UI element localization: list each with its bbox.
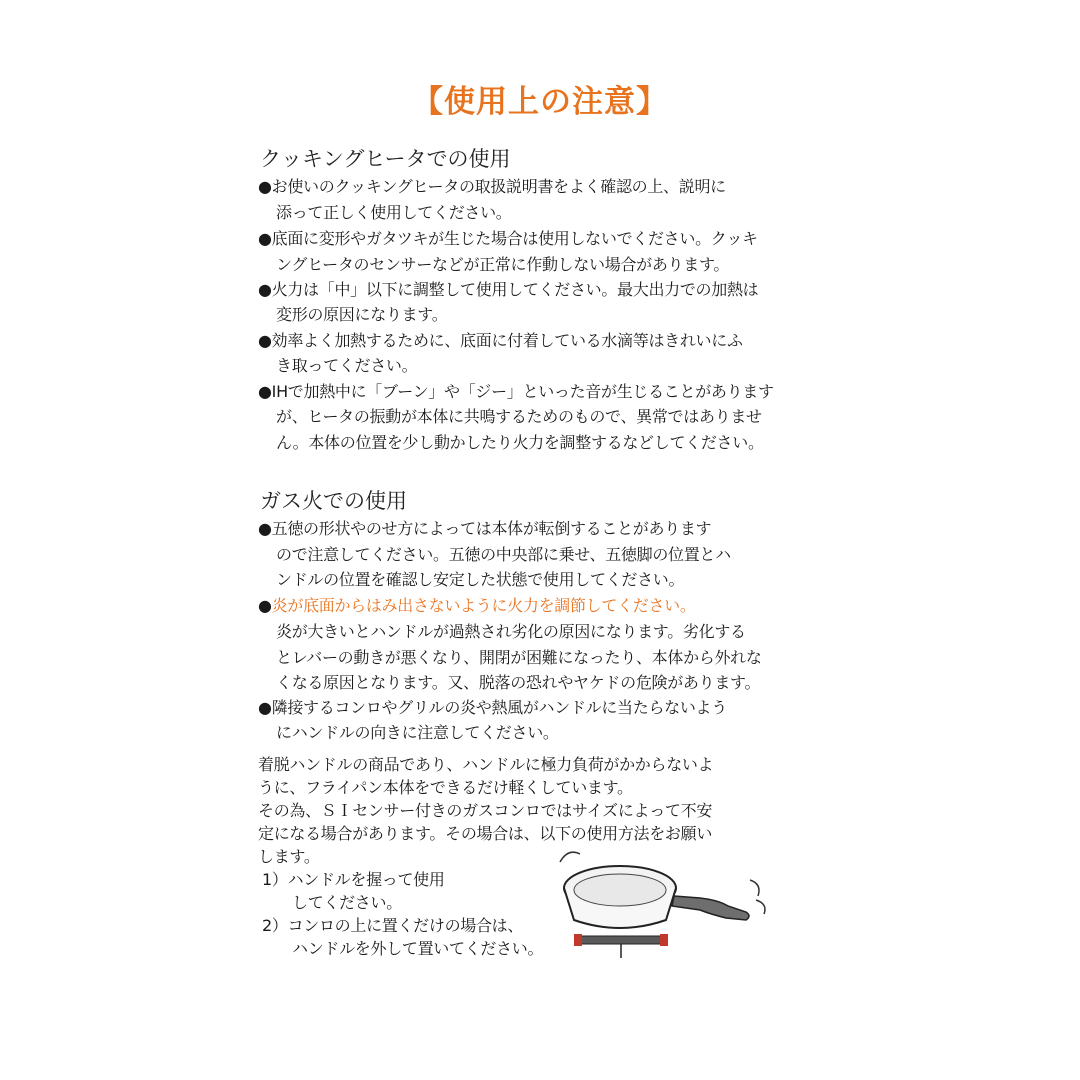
gas-section-heading: ガス火での使用: [260, 489, 407, 513]
bullet-icon: ●: [258, 596, 272, 615]
ih-line: ん。本体の位置を少し動かしたり火力を調整するなどしてください。: [276, 433, 764, 452]
ih-line: き取ってください。: [276, 356, 418, 375]
note-line: 着脱ハンドルの商品であり、ハンドルに極力負荷がかからないよ: [258, 755, 714, 774]
ih-line: が、ヒータの振動が本体に共鳴するためのもので、異常ではありませ: [276, 407, 762, 426]
ih-line: 添って正しく使用してください。: [276, 203, 512, 222]
gas-line: とレバーの動きが悪くなり、開閉が困難になったり、本体から外れな: [276, 648, 762, 667]
note-line: します。: [258, 847, 320, 866]
ih-line: ●お使いのクッキングヒータの取扱説明書をよく確認の上、説明に: [258, 177, 726, 196]
ih-line: ングヒータのセンサーなどが正常に作動しない場合があります。: [276, 255, 730, 274]
ih-line: ●火力は「中」以下に調整して使用してください。最大出力での加熱は: [258, 280, 759, 299]
note-step: ハンドルを外して置いてください。: [292, 939, 544, 958]
gas-line: ので注意してください。五徳の中央部に乗せ、五徳脚の位置とハ: [276, 545, 731, 564]
gas-line: 炎が大きいとハンドルが過熱され劣化の原因になります。劣化する: [276, 622, 746, 641]
ih-line: ●底面に変形やガタツキが生じた場合は使用しないでください。クッキ: [258, 229, 758, 248]
note-line: うに、フライパン本体をできるだけ軽くしています。: [258, 778, 633, 797]
note-line: その為、ＳＩセンサー付きのガスコンロではサイズによって不安: [258, 801, 713, 820]
ih-line: ●効率よく加熱するために、底面に付着している水滴等はきれいにふ: [258, 331, 743, 350]
gas-warning-text: 炎が底面からはみ出さないように火力を調節してください。: [271, 596, 696, 615]
note-step: 1）ハンドルを握って使用: [262, 870, 445, 889]
gas-line: くなる原因となります。又、脱落の恐れやヤケドの危険があります。: [276, 673, 761, 692]
note-step: してください。: [292, 893, 402, 912]
gas-line: ●五徳の形状やのせ方によっては本体が転倒することがあります: [258, 519, 712, 538]
page-title: 【使用上の注意】: [412, 84, 668, 120]
gas-line: ンドルの位置を確認し安定した状態で使用してください。: [276, 570, 685, 589]
ih-line: 変形の原因になります。: [276, 305, 448, 324]
frying-pan-on-stove-icon: [550, 840, 790, 970]
note-step: 2）コンロの上に置くだけの場合は、: [262, 916, 524, 935]
ih-section-heading: クッキングヒータでの使用: [260, 147, 511, 171]
gas-line: ●隣接するコンロやグリルの炎や熱風がハンドルに当たらないよう: [258, 698, 727, 717]
gas-line: にハンドルの向きに注意してください。: [276, 723, 559, 742]
note-line: 定になる場合があります。その場合は、以下の使用方法をお願い: [258, 824, 713, 843]
ih-line: ●IHで加熱中に「ブーン」や「ジー」といった音が生じることがあります: [258, 382, 774, 401]
gas-warning-line: [258, 593, 696, 616]
